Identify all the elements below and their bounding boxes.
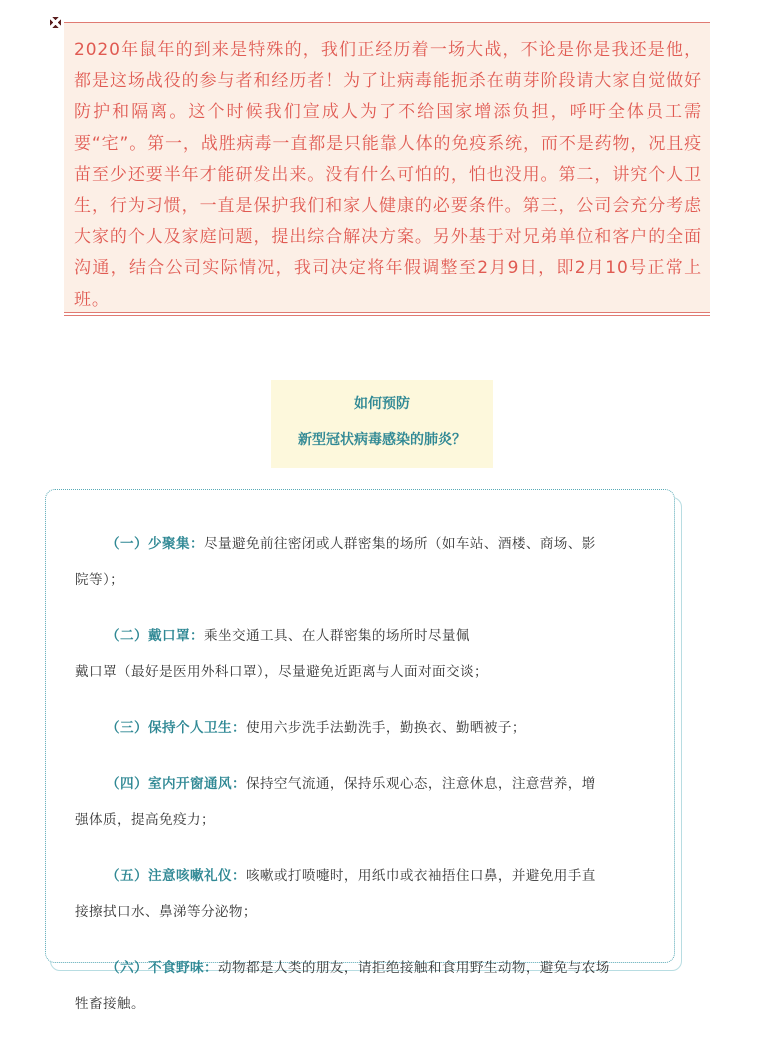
list-item: [75, 950, 653, 1022]
item-text-continued: 院等）；: [75, 572, 125, 588]
section-title-line-1: 如何预防: [354, 396, 410, 412]
item-text-continued: 接擦拭口水、鼻涕等分泌物；: [75, 904, 257, 920]
list-item: [75, 526, 653, 598]
item-heading: （四）室内开窗通风：: [106, 776, 246, 792]
item-text-continued: 强体质，提高免疫力；: [75, 812, 215, 828]
list-item: [75, 710, 653, 746]
notice-text: 2020年鼠年的到来是特殊的，我们正经历着一场大战，不论是你是我还是他，都是这场战役的参与者和经历者！为了让病毒能扼杀在萌芽阶段请大家自觉做好防护和隔离。这个时候我们宣成人为了不给国家增添负担，呼吁全体员工需要“宅”。第一，战胜病毒一直都是只能靠人体的免疫系统，而不是药物，况且疫苗至少还要半年才能研发出来。没有什么可怕的，怕也没用。第二，讲究个人卫生，行为习惯，一直是保护我们和家人健康的必要条件。第三，公司会充分考虑大家的个人及家庭问题，提出综合解决方案。另外基于对兄弟单位和客户的全面沟通，结合公司实际情况，我司决定将年假调整至2月9日，即2月10号正常上班。: [74, 40, 703, 310]
item-text: 动物都是人类的朋友，请拒绝接触和食用野生动物，避免与农场: [217, 960, 610, 976]
section-title-box: [271, 380, 493, 468]
prevention-list: [75, 526, 653, 1042]
divider: [64, 315, 710, 316]
corner-ornament-icon: [50, 17, 61, 28]
item-heading: （二）戴口罩：: [106, 628, 204, 644]
item-text-continued: 戴口罩（最好是医用外科口罩），尽量避免近距离与人面对面交谈；: [75, 664, 489, 680]
item-heading: （一）少聚集：: [106, 536, 204, 552]
list-item: [75, 618, 653, 690]
list-item: [75, 858, 653, 930]
item-text: 尽量避免前往密闭或人群密集的场所（如车站、酒楼、商场、影: [203, 536, 596, 552]
prevention-card: [45, 489, 675, 1012]
section-title-line-2: 新型冠状病毒感染的肺炎？: [298, 432, 466, 448]
item-heading: （六）不食野味：: [106, 960, 218, 976]
notice-box: [64, 22, 710, 312]
item-text-continued: 牲畜接触。: [75, 996, 145, 1012]
item-text: 咳嗽或打喷嚏时，用纸巾或衣袖捂住口鼻，并避免用手直: [245, 868, 596, 884]
item-heading: （三）保持个人卫生：: [106, 720, 246, 736]
item-heading: （五）注意咳嗽礼仪：: [106, 868, 246, 884]
divider: [64, 312, 710, 313]
list-item: [75, 766, 653, 838]
item-text: 保持空气流通，保持乐观心态，注意休息，注意营养，增: [245, 776, 596, 792]
item-text: 乘坐交通工具、在人群密集的场所时尽量佩: [203, 628, 470, 644]
item-text: 使用六步洗手法勤洗手，勤换衣、勤晒被子；: [245, 720, 526, 736]
